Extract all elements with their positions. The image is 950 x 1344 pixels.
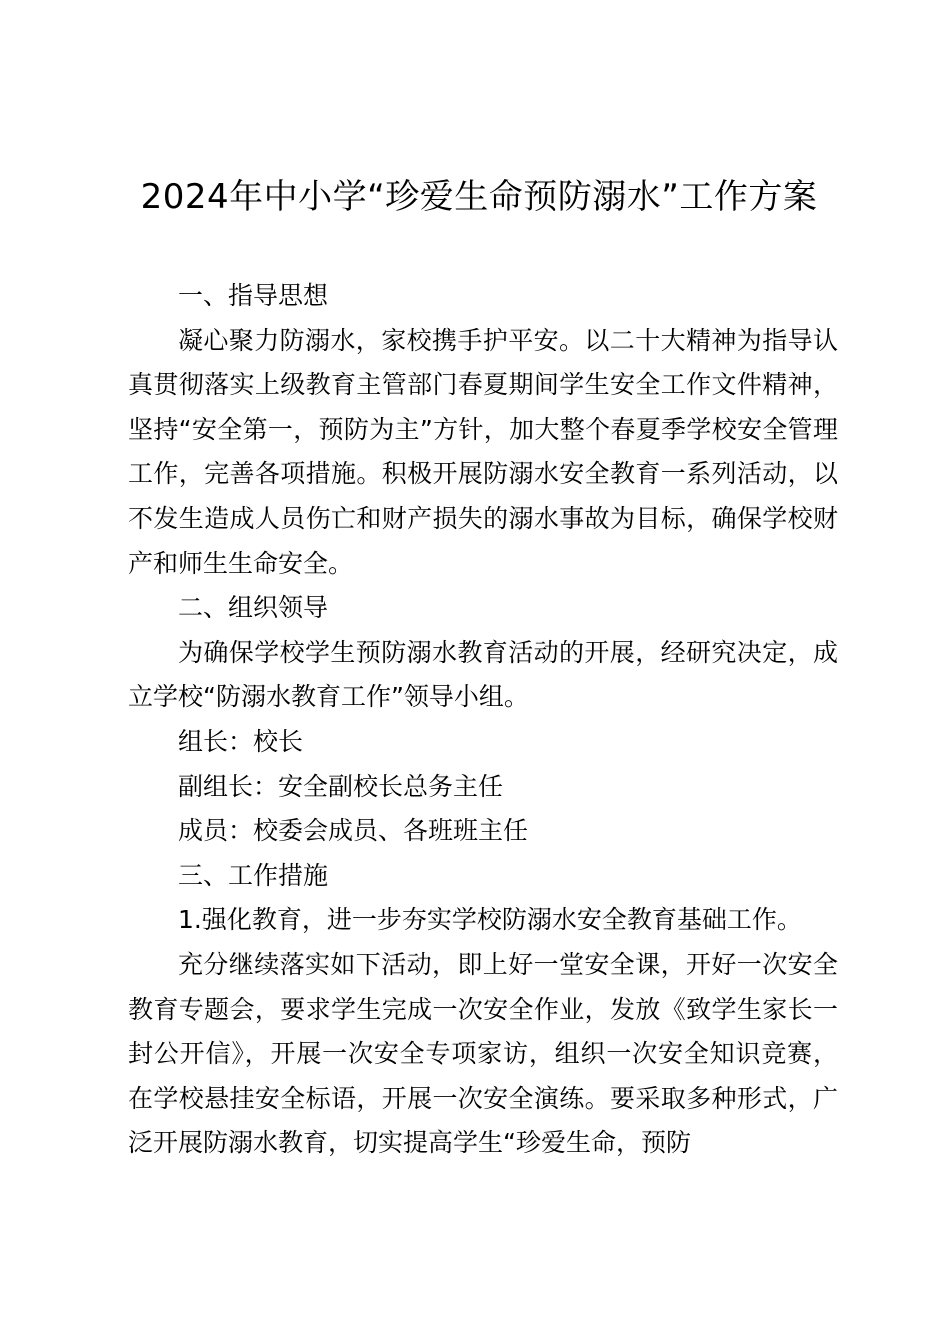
deputy-leader-line: 副组长：安全副校长总务主任 [178,771,504,801]
leader-line: 组长：校长 [178,726,304,756]
document-title: 2024年中小学“珍爱生命预防溺水”工作方案 [140,177,818,217]
measure-1-heading: 1.强化教育，进一步夯实学校防溺水安全教育基础工作。 [178,905,802,935]
section-heading-organization: 二、组织领导 [178,593,329,623]
document-body [128,274,838,1166]
section-heading-work-measures: 三、工作措施 [178,860,329,890]
section-heading-guiding-ideology: 一、指导思想 [178,281,329,310]
paragraph-measure-1: 充分继续落实如下活动，即上好一堂安全课，开好一次安全教育专题会，要求学生完成一次安全作业，发放《致学生家长一封公开信》，开展一次安全专项家访，组织一次安全知识竞赛，在学校悬挂安全标语，开展一次安全演练。要采取多种形式，广泛开展防溺水教育，切实提高学生“珍爱生命，预防 [128,949,838,1158]
paragraph-organization: 为确保学校学生预防溺水教育活动的开展，经研究决定，成立学校“防溺水教育工作”领导小组。 [128,637,838,712]
paragraph-guiding-ideology: 凝心聚力防溺水，家校携手护平安。以二十大精神为指导认真贯彻落实上级教育主管部门春夏期间学生安全工作文件精神，坚持“安全第一，预防为主”方针，加大整个春夏季学校安全管理工作，完善各项措施。积极开展防溺水安全教育一系列活动，以不发生造成人员伤亡和财产损失的溺水事故为目标，确保学校财产和师生生命安全。 [128,325,838,578]
members-line: 成员：校委会成员、各班班主任 [178,816,529,846]
